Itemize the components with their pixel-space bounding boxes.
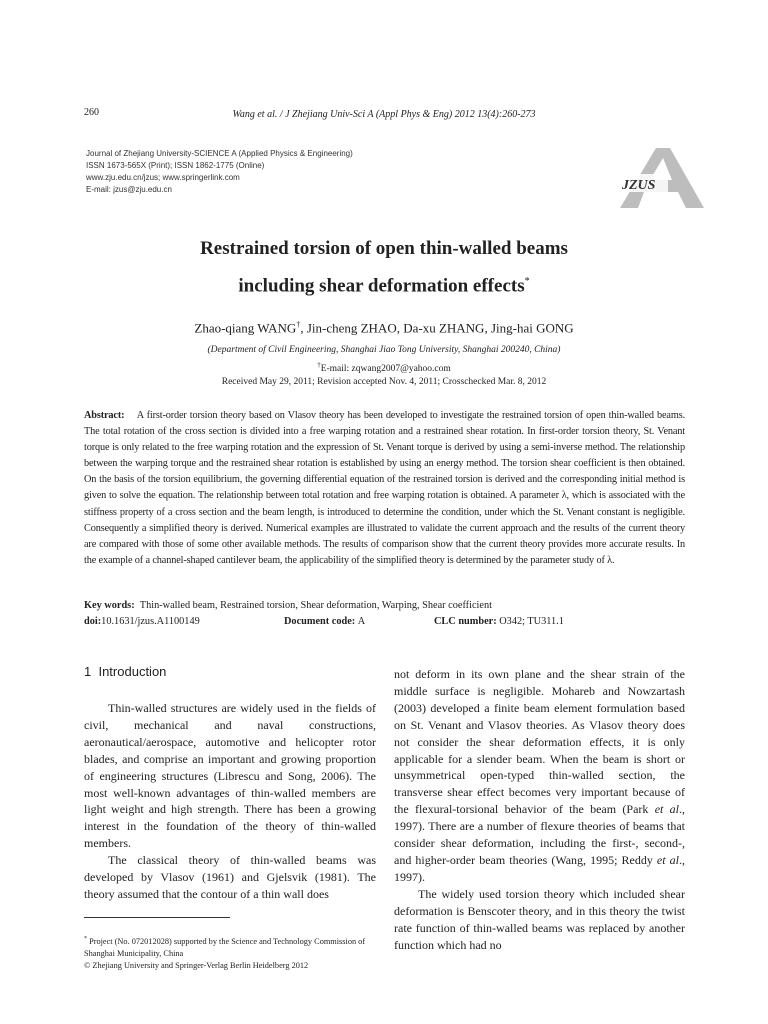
- corresponding-mark: †: [296, 320, 301, 329]
- email-text: E-mail: zqwang2007@yahoo.com: [320, 364, 451, 375]
- journal-issn: ISSN 1673-565X (Print); ISSN 1862-1775 (Online): [86, 161, 265, 170]
- logo-text: JZUS: [622, 178, 656, 193]
- footnote-mark: *: [84, 936, 87, 942]
- abstract: [84, 408, 685, 569]
- email-mark: †: [317, 361, 321, 369]
- authors: [0, 320, 768, 336]
- abstract-label: Abstract:: [84, 410, 125, 421]
- title-footnote-mark: *: [524, 276, 530, 287]
- paragraph: The classical theory of thin-walled beams was developed by Vlasov (1961) and Gjelsvik (1981). The theory assumed that the contour of a thin wall does: [84, 853, 376, 901]
- citation-etal: et al: [654, 802, 679, 817]
- journal-email: E-mail: jzus@zju.edu.cn: [86, 185, 172, 194]
- keywords-label: Key words:: [84, 600, 135, 611]
- paragraph: The widely used torsion theory which included shear deformation is Benscoter theory, and in this theory the twist rate function of thin-walled beams was replaced by another function which had no: [394, 886, 685, 952]
- doi-value: 10.1631/jzus.A1100149: [101, 616, 200, 627]
- title-line-2: including shear deformation effects: [238, 275, 525, 297]
- journal-info: [86, 148, 353, 196]
- running-header: Wang et al. / J Zhejiang Univ-Sci A (Appl Phys & Eng) 2012 13(4):260-273: [232, 109, 536, 120]
- citation-etal: et al: [656, 852, 679, 867]
- document-code-label: Document code:: [284, 616, 356, 627]
- footnotes: [84, 933, 384, 972]
- paragraph-text: not deform in its own plane and the shear strain of the middle surface is negligible. Mohareb and Nowzartash (2003) developed a finite beam element formulation based on St. Venant and Vlasov theories. As Vlasov theory does not consider the shear deformation effects, it is only applicable for a slender beam. When the beam is short or unsymmetrical open-typed thin-walled section, the transverse shear effect becomes very important because of the flexural-torsional behavior of the beam (Park: [394, 667, 685, 817]
- document-code-value: A: [357, 616, 366, 627]
- journal-name: Journal of Zhejiang University-SCIENCE A (Applied Physics & Engineering): [86, 149, 353, 158]
- abstract-text: A first-order torsion theory based on Vlasov theory has been developed to investigate the restrained torsion of open thin-walled beams. The total rotation of the cross section is divided into a free warping rotation and a restrained shear rotation. In first-order torsion theory, St. Venant torque is only related to the free warping rotation and the expression of St. Venant torque is derived by using a semi-inverse method. The relationship between the warping torque and the restrained shear rotation is established by using an energy method. The torsion shear coefficient is then obtained. On the basis of the torsion equilibrium, the governing differential equation of the restrained torsion is derived and the corresponding initial method is given to solve the equation. The relationship between total rotation and free warping rotation is obtained. A parameter λ, which is associated with the stiffness property of a cross section and the beam length, is introduced to determine the condition, under which the St. Venant constant is negligible. Consequently a simplified theory is derived. Numerical examples are illustrated to validate the current approach and the results of the current theory are compared with those of some other available methods. The results of comparison show that the current theory provides more accurate results. In the example of a channel-shaped cantilever beam, the applicability of the simplified theory is determined by the parameter study of λ.: [84, 410, 685, 566]
- jzus-logo: [612, 148, 704, 210]
- footnote-divider: [84, 917, 230, 918]
- section-number: 1: [84, 664, 92, 679]
- other-authors: , Jin-cheng ZHAO, Da-xu ZHANG, Jing-hai GONG: [300, 320, 574, 336]
- clc-number-label: CLC number:: [434, 616, 497, 627]
- doi-label: doi:: [84, 616, 102, 627]
- copyright-note: © Zhejiang University and Springer-Verlag Berlin Heidelberg 2012: [84, 960, 309, 970]
- right-column: [394, 666, 685, 953]
- journal-websites: www.zju.edu.cn/jzus; www.springerlink.com: [86, 173, 240, 182]
- doi-line: [84, 616, 685, 627]
- first-author: Zhao-qiang WANG: [194, 320, 297, 336]
- paragraph-text: ., 1997). There are a number of flexure theories of beams that consider shear deformation, including the first-, second-, and higher-order beam theories (Wang, 1995; Reddy: [394, 802, 685, 867]
- author-email: [0, 361, 768, 374]
- section-heading: [84, 664, 166, 679]
- title-line-1: Restrained torsion of open thin-walled beams: [200, 238, 568, 259]
- keywords: [84, 600, 685, 611]
- page-number: 260: [84, 107, 99, 118]
- received-dates: Received May 29, 2011; Revision accepted Nov. 4, 2011; Crosschecked Mar. 8, 2012: [221, 377, 547, 387]
- paragraph: Thin-walled structures are widely used in the fields of civil, mechanical and naval constructions, aeronautical/aerospace, automotive and helicopter rotor blades, and comprise an important and growing proportion of engineering structures (Librescu and Song, 2006). The most well-known advantages of thin-walled members are light weight and high strength. There has been a growing interest in the foundation of the theory of thin-walled members.: [84, 701, 376, 851]
- affiliation: (Department of Civil Engineering, Shanghai Jiao Tong University, Shanghai 200240, China): [207, 345, 561, 355]
- clc-number-value: O342; TU311.1: [499, 616, 564, 627]
- left-column: [84, 700, 376, 903]
- paragraph: [394, 666, 685, 886]
- section-title: Introduction: [98, 664, 167, 679]
- project-funding-note: Project (No. 072012028) supported by the Science and Technology Commission of Shanghai Municipality, China: [84, 936, 366, 958]
- paper-title: [0, 232, 768, 302]
- paragraph-text: ., 1997).: [394, 852, 685, 884]
- keywords-text: Thin-walled beam, Restrained torsion, Shear deformation, Warping, Shear coefficient: [139, 600, 492, 611]
